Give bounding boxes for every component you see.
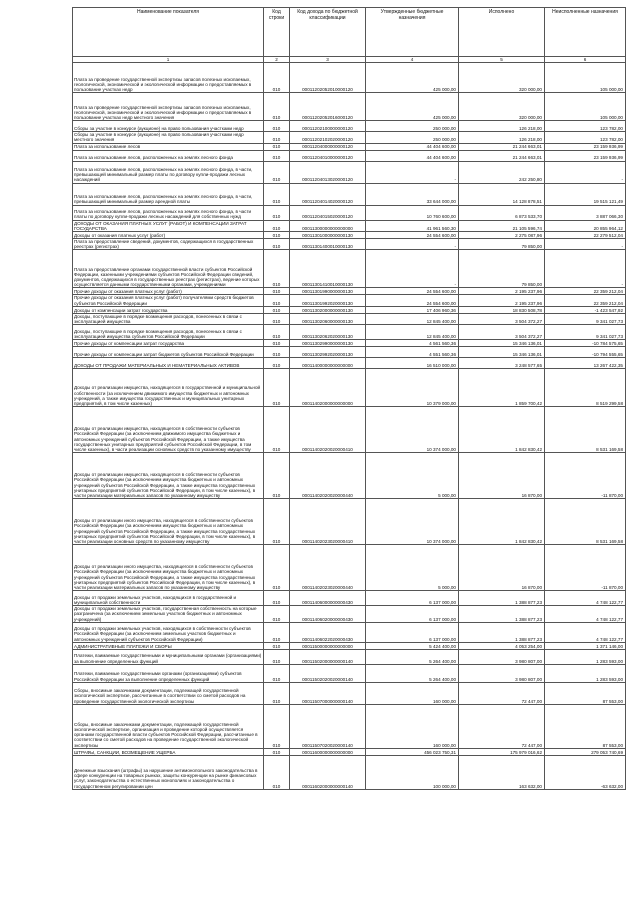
line-code-cell: 010 xyxy=(264,748,290,755)
column-index: 2 xyxy=(264,57,290,63)
table-row xyxy=(73,288,626,295)
executed-amount-cell: 2 275 087,96 xyxy=(459,232,545,239)
approved-amount-cell: 17 406 960,36 xyxy=(366,306,459,313)
line-code-cell: 010 xyxy=(264,183,290,205)
budget-code-cell: 00011500000000000000 xyxy=(290,642,366,649)
approved-amount-cell: 24 554 600,00 xyxy=(366,288,459,295)
indicator-name-cell: Доходы от реализации имущества, находящегося в собственности субъектов Российской Федерации (за исключением имущества бюджетных и автономных учреждений субъектов Российской Федерации, а также имущества государственных унитарных предприятий субъектов Российской Федерации, в том числе казенных), в части реализации материальных запасов по указанному имуществу xyxy=(73,453,264,499)
line-code-cell: 010 xyxy=(264,161,290,183)
remaining-amount-cell: -63 632,00 xyxy=(545,755,626,789)
remaining-amount-cell: -11 870,00 xyxy=(545,453,626,499)
executed-amount-cell: 2 195 237,96 xyxy=(459,295,545,306)
indicator-name-cell: ШТРАФЫ, САНКЦИИ, ВОЗМЕЩЕНИЕ УЩЕРБА xyxy=(73,748,264,755)
budget-code-cell: 00011402020020000410 xyxy=(290,407,366,453)
approved-amount-cell: 6 137 000,00 xyxy=(366,591,459,606)
remaining-amount-cell: 22 359 212,04 xyxy=(545,288,626,295)
header-remaining: Неисполненные назначения xyxy=(545,8,626,57)
line-code-cell: 010 xyxy=(264,453,290,499)
line-code-cell: 010 xyxy=(264,313,290,324)
executed-amount-cell: 72 447,00 xyxy=(459,682,545,704)
indicator-name-cell: Прочие доходы от оказания платных услуг (работ) xyxy=(73,288,264,295)
remaining-amount-cell: - xyxy=(545,250,626,288)
indicator-name-cell: Денежные взыскания (штрафы) за нарушение антимонопольного законодательства в сфере конкуренции на товарных рынках, защиты конкуренции на рынке финансовых услуг, законодательства о естественных монополиях и законодательства о государственном регулировании цен xyxy=(73,755,264,789)
indicator-name-cell: Прочие доходы от оказания платных услуг (работ) получателями средств бюджетов субъектов Российской Федерации xyxy=(73,295,264,306)
table-row xyxy=(73,325,626,340)
line-code-cell: 010 xyxy=(264,121,290,132)
indicator-name-cell: Доходы от продажи земельных участков, находящихся в государственной и муниципальной собственности xyxy=(73,591,264,606)
line-code-cell: 010 xyxy=(264,682,290,704)
approved-amount-cell: 10 374 000,00 xyxy=(366,499,459,545)
budget-code-cell: 00011301410010000130 xyxy=(290,250,366,288)
indicator-name-cell: ДОХОДЫ ОТ ПРОДАЖИ МАТЕРИАЛЬНЫХ И НЕМАТЕРИАЛЬНЫХ АКТИВОВ xyxy=(73,358,264,369)
table-row xyxy=(73,622,626,642)
budget-code-cell: 00011507000000000140 xyxy=(290,682,366,704)
table-row xyxy=(73,183,626,205)
line-code-cell: 010 xyxy=(264,358,290,369)
remaining-amount-cell: 123 782,00 xyxy=(545,121,626,132)
executed-amount-cell: 3 980 807,00 xyxy=(459,649,545,664)
executed-amount-cell: 3 980 807,00 xyxy=(459,664,545,682)
remaining-amount-cell: 87 553,00 xyxy=(545,704,626,748)
budget-code-cell: 00011302000000000130 xyxy=(290,306,366,313)
approved-amount-cell: 5 424 400,00 xyxy=(366,642,459,649)
remaining-amount-cell: 8 531 169,58 xyxy=(545,407,626,453)
budget-code-cell: 00011302992020000130 xyxy=(290,347,366,358)
column-index: 1 xyxy=(73,57,264,63)
remaining-amount-cell: 279 053 740,69 xyxy=(545,748,626,755)
executed-amount-cell: 4 053 254,00 xyxy=(459,642,545,649)
table-row xyxy=(73,220,626,231)
indicator-name-cell: Плата за проведение государственной экспертизы запасов полезных ископаемых, геологической, экономической и экологической информации о предоставляемых в пользование участках недр xyxy=(73,63,264,93)
budget-code-cell: 00011301400010000130 xyxy=(290,239,366,250)
budget-code-cell: 00011302990000000130 xyxy=(290,340,366,347)
executed-amount-cell: 16 870,00 xyxy=(459,545,545,591)
approved-amount-cell: 160 000,00 xyxy=(366,682,459,704)
executed-amount-cell: 79 850,00 xyxy=(459,250,545,288)
table-row xyxy=(73,63,626,93)
executed-amount-cell: 3 504 372,27 xyxy=(459,313,545,324)
remaining-amount-cell: -1 423 547,92 xyxy=(545,306,626,313)
indicator-name-cell: Плата за предоставление органами государственной власти субъектов Российской Федерации, казенными учреждениями субъектов Российской Федерации сведений, документов, содержащихся в государственных реестрах (регистрах), ведение которых осуществляется данными государственными органами, учреждениями xyxy=(73,250,264,288)
indicator-name-cell: Плата за использование лесов, расположенных на землях лесного фонда, в части, превышающей минимальный размер платы по договору купли-продажи лесных насаждений xyxy=(73,161,264,183)
indicator-name-cell: АДМИНИСТРАТИВНЫЕ ПЛАТЕЖИ И СБОРЫ xyxy=(73,642,264,649)
executed-amount-cell: 14 128 878,51 xyxy=(459,183,545,205)
indicator-name-cell: Платежи, взимаемые государственными органами (организациями) субъектов Российской Федерации за выполнение определенных функций xyxy=(73,664,264,682)
header-line-code: Код строки xyxy=(264,8,290,57)
line-code-cell: 010 xyxy=(264,642,290,649)
table-row xyxy=(73,306,626,313)
executed-amount-cell: 15 346 136,01 xyxy=(459,340,545,347)
table-row xyxy=(73,161,626,183)
budget-code-cell: 00011602000000000140 xyxy=(290,755,366,789)
table-row xyxy=(73,407,626,453)
header-row xyxy=(73,8,626,57)
indicator-name-cell: Доходы от оказания платных услуг (работ) xyxy=(73,232,264,239)
table-row xyxy=(73,340,626,347)
approved-amount-cell: 12 845 400,00 xyxy=(366,325,459,340)
remaining-amount-cell: 20 855 964,12 xyxy=(545,220,626,231)
budget-code-cell: 00011600000000000000 xyxy=(290,748,366,755)
approved-amount-cell: 456 023 750,31 xyxy=(366,748,459,755)
line-code-cell: 010 xyxy=(264,306,290,313)
line-code-cell: 010 xyxy=(264,232,290,239)
remaining-amount-cell: 8 531 169,58 xyxy=(545,499,626,545)
line-code-cell: 010 xyxy=(264,239,290,250)
table-row xyxy=(73,499,626,545)
table-row xyxy=(73,704,626,748)
indicator-name-cell: Доходы от продажи земельных участков, находящихся в собственности субъектов Российской Федерации (за исключением земельных участков бюджетных и автономных учреждений субъектов Российской Федерации) xyxy=(73,622,264,642)
budget-code-cell: 00011400000000000000 xyxy=(290,358,366,369)
table-row xyxy=(73,748,626,755)
approved-amount-cell: 425 000,00 xyxy=(366,93,459,121)
line-code-cell: 010 xyxy=(264,347,290,358)
executed-amount-cell: 18 830 508,78 xyxy=(459,306,545,313)
table-row xyxy=(73,642,626,649)
budget-code-cell: 00011502020020000140 xyxy=(290,664,366,682)
approved-amount-cell: 44 404 600,00 xyxy=(366,150,459,161)
table-row xyxy=(73,313,626,324)
remaining-amount-cell: 1 283 593,00 xyxy=(545,664,626,682)
table-row xyxy=(73,232,626,239)
remaining-amount-cell: 1 371 146,00 xyxy=(545,642,626,649)
approved-amount-cell: 425 000,00 xyxy=(366,63,459,93)
approved-amount-cell: 6 137 000,00 xyxy=(366,622,459,642)
executed-amount-cell: 79 850,00 xyxy=(459,239,545,250)
approved-amount-cell: - xyxy=(366,239,459,250)
line-code-cell: 010 xyxy=(264,250,290,288)
line-code-cell: 010 xyxy=(264,132,290,143)
budget-code-cell: 00011406000000000430 xyxy=(290,591,366,606)
column-index: 6 xyxy=(545,57,626,63)
indicator-name-cell: ДОХОДЫ ОТ ОКАЗАНИЯ ПЛАТНЫХ УСЛУГ (РАБОТ) И КОМПЕНСАЦИИ ЗАТРАТ ГОСУДАРСТВА xyxy=(73,220,264,231)
executed-amount-cell: 1 842 830,42 xyxy=(459,407,545,453)
budget-code-cell: 00011402023020000440 xyxy=(290,545,366,591)
approved-amount-cell: 10 379 000,00 xyxy=(366,369,459,407)
header-executed: Исполнено xyxy=(459,8,545,57)
approved-amount-cell: 10 760 600,00 xyxy=(366,205,459,220)
table-row xyxy=(73,150,626,161)
remaining-amount-cell: - xyxy=(545,239,626,250)
executed-amount-cell: 72 447,00 xyxy=(459,704,545,748)
budget-code-cell: 00011502000000000140 xyxy=(290,649,366,664)
approved-amount-cell: 12 845 400,00 xyxy=(366,313,459,324)
indicator-name-cell: Сборы, вносимые заказчиками документации, подлежащей государственной экологической экспертизе, рассчитанные в соответствии со сметой расходов на проведение государственной экологической экспертизы xyxy=(73,682,264,704)
budget-code-cell: 00011204015020000120 xyxy=(290,205,366,220)
line-code-cell: 010 xyxy=(264,407,290,453)
remaining-amount-cell: 23 159 936,99 xyxy=(545,143,626,150)
budget-code-cell: 00011406020000000430 xyxy=(290,606,366,623)
remaining-amount-cell: 9 341 027,73 xyxy=(545,313,626,324)
header-indicator-name: Наименование показателя xyxy=(73,8,264,57)
table-row xyxy=(73,239,626,250)
indicator-name-cell: Плата за использование лесов, расположенных на землях лесного фонда xyxy=(73,150,264,161)
line-code-cell: 010 xyxy=(264,499,290,545)
budget-code-cell: 00011204010000000120 xyxy=(290,150,366,161)
budget-code-cell: 00011202100000000120 xyxy=(290,121,366,132)
executed-amount-cell: 3 248 577,65 xyxy=(459,358,545,369)
budget-code-cell: 00011302060000000130 xyxy=(290,313,366,324)
executed-amount-cell: 2 195 237,96 xyxy=(459,288,545,295)
line-code-cell: 010 xyxy=(264,143,290,150)
approved-amount-cell: 5 264 400,00 xyxy=(366,649,459,664)
report-page xyxy=(72,7,625,790)
line-code-cell: 010 xyxy=(264,205,290,220)
indicator-name-cell: Сборы за участие в конкурсе (аукционе) на право пользования участками недр местного значения xyxy=(73,132,264,143)
indicator-name-cell: Прочие доходы от компенсации затрат государства xyxy=(73,340,264,347)
executed-amount-cell: 242 250,80 xyxy=(459,161,545,183)
executed-amount-cell: 320 000,00 xyxy=(459,63,545,93)
remaining-amount-cell: 87 553,00 xyxy=(545,682,626,704)
line-code-cell: 010 xyxy=(264,369,290,407)
remaining-amount-cell: 19 515 121,49 xyxy=(545,183,626,205)
executed-amount-cell: 21 244 663,01 xyxy=(459,150,545,161)
header-budget-code: Код дохода по бюджетной классификации xyxy=(290,8,366,57)
line-code-cell: 010 xyxy=(264,340,290,347)
approved-amount-cell: 24 554 600,00 xyxy=(366,295,459,306)
executed-amount-cell: 16 870,00 xyxy=(459,453,545,499)
indicator-name-cell: Доходы от реализации имущества, находящегося в государственной и муниципальной собственности (за исключением движимого имущества бюджетных и автономных учреждений, а также имущества государственных и муниципальных унитарных предприятий, в том числе казенных) xyxy=(73,369,264,407)
approved-amount-cell: 5 264 400,00 xyxy=(366,664,459,682)
executed-amount-cell: 3 504 372,27 xyxy=(459,325,545,340)
executed-amount-cell: 175 979 016,62 xyxy=(459,748,545,755)
remaining-amount-cell: 22 359 212,04 xyxy=(545,295,626,306)
table-row xyxy=(73,205,626,220)
approved-amount-cell: 6 137 000,00 xyxy=(366,606,459,623)
approved-amount-cell: 41 961 560,30 xyxy=(366,220,459,231)
indicator-name-cell: Доходы от реализации имущества, находящегося в собственности субъектов Российской Федерации (за исключением движимого имущества бюджетных и автономных учреждений субъектов Российской Федерации, а также имущества государственных унитарных предприятий субъектов Российской Федерации, в том числе казенных), в части реализации основных средств по указанному имуществу xyxy=(73,407,264,453)
line-code-cell: 010 xyxy=(264,755,290,789)
executed-amount-cell: 126 218,00 xyxy=(459,132,545,143)
approved-amount-cell: 5 000,00 xyxy=(366,545,459,591)
indicator-name-cell: Доходы, поступающие в порядке возмещения расходов, понесенных в связи с эксплуатацией имущества xyxy=(73,313,264,324)
remaining-amount-cell: 105 000,00 xyxy=(545,93,626,121)
remaining-amount-cell: 9 341 027,73 xyxy=(545,325,626,340)
remaining-amount-cell: 4 748 122,77 xyxy=(545,591,626,606)
table-row xyxy=(73,649,626,664)
line-code-cell: 010 xyxy=(264,664,290,682)
approved-amount-cell: 44 404 600,00 xyxy=(366,143,459,150)
executed-amount-cell: 21 244 663,01 xyxy=(459,143,545,150)
remaining-amount-cell: -10 794 555,65 xyxy=(545,347,626,358)
remaining-amount-cell: 8 519 299,58 xyxy=(545,369,626,407)
approved-amount-cell: - xyxy=(366,250,459,288)
indicator-name-cell: Доходы от реализации иного имущества, находящегося в собственности субъектов Российской Федерации (за исключением имущества бюджетных и автономных учреждений субъектов Российской Федерации, а также имущества государственных унитарных предприятий субъектов Российской Федерации, в том числе казенных), в части реализации основных средств по указанному имуществу xyxy=(73,499,264,545)
line-code-cell: 010 xyxy=(264,545,290,591)
executed-amount-cell: 163 632,00 xyxy=(459,755,545,789)
line-code-cell: 010 xyxy=(264,622,290,642)
column-index: 4 xyxy=(366,57,459,63)
table-row xyxy=(73,250,626,288)
remaining-amount-cell: 105 000,00 xyxy=(545,63,626,93)
remaining-amount-cell: 1 283 593,00 xyxy=(545,649,626,664)
line-code-cell: 010 xyxy=(264,325,290,340)
budget-code-cell: 00011204014020000120 xyxy=(290,183,366,205)
executed-amount-cell: 21 105 596,74 xyxy=(459,220,545,231)
table-row xyxy=(73,369,626,407)
budget-code-cell: 00011507020020000140 xyxy=(290,704,366,748)
indicator-name-cell: Плата за использование лесов xyxy=(73,143,264,150)
executed-amount-cell: 1 859 700,42 xyxy=(459,369,545,407)
indicator-name-cell: Платежи, взимаемые государственными и муниципальными органами (организациями) за выполнение определенных функций xyxy=(73,649,264,664)
budget-code-cell: 00011302062020000130 xyxy=(290,325,366,340)
executed-amount-cell: 126 218,00 xyxy=(459,121,545,132)
approved-amount-cell: 4 561 560,36 xyxy=(366,340,459,347)
line-code-cell: 010 xyxy=(264,704,290,748)
indicator-name-cell: Доходы от реализации иного имущества, находящегося в собственности субъектов Российской Федерации (за исключением имущества бюджетных и автономных учреждений субъектов Российской Федерации, а также имущества государственных унитарных предприятий субъектов Российской Федерации, в том числе казенных), в части реализации материальных запасов по указанному имуществу xyxy=(73,545,264,591)
approved-amount-cell: 160 000,00 xyxy=(366,704,459,748)
executed-amount-cell: 1 842 830,42 xyxy=(459,499,545,545)
approved-amount-cell: 10 374 000,00 xyxy=(366,407,459,453)
budget-code-cell: 00011402023020000410 xyxy=(290,499,366,545)
budget-code-cell: 00011202052010000120 xyxy=(290,63,366,93)
executed-amount-cell: 1 388 877,23 xyxy=(459,622,545,642)
indicator-name-cell: Плата за использование лесов, расположенных на землях лесного фонда, в части, превышающей минимальный размер арендной платы xyxy=(73,183,264,205)
budget-code-cell: 00011202102020000120 xyxy=(290,132,366,143)
table-row xyxy=(73,682,626,704)
budget-code-cell: 00011204013020000120 xyxy=(290,161,366,183)
remaining-amount-cell: 23 159 936,99 xyxy=(545,150,626,161)
budget-code-cell: 00011406022020000430 xyxy=(290,622,366,642)
table-row xyxy=(73,664,626,682)
table-row xyxy=(73,453,626,499)
table-row xyxy=(73,295,626,306)
remaining-amount-cell: 22 279 512,04 xyxy=(545,232,626,239)
revenue-execution-table xyxy=(72,7,626,790)
indicator-name-cell: Плата за проведение государственной экспертизы запасов полезных ископаемых, геологической, экономической и экологической информации о предоставляемых в пользование участках недр местного значения xyxy=(73,93,264,121)
header-approved: Утвержденные бюджетные назначения xyxy=(366,8,459,57)
budget-code-cell: 00011204000000000120 xyxy=(290,143,366,150)
line-code-cell: 010 xyxy=(264,591,290,606)
executed-amount-cell: 15 346 136,01 xyxy=(459,347,545,358)
budget-code-cell: 00011402020020000440 xyxy=(290,453,366,499)
line-code-cell: 010 xyxy=(264,606,290,623)
table-row xyxy=(73,358,626,369)
indicator-name-cell: Доходы от продажи земельных участков, государственная собственность на которые разграничена (за исключением земельных участков бюджетных и автономных учреждений) xyxy=(73,606,264,623)
approved-amount-cell: 24 554 600,00 xyxy=(366,232,459,239)
remaining-amount-cell: 3 887 066,30 xyxy=(545,205,626,220)
indicator-name-cell: Сборы за участие в конкурсе (аукционе) на право пользования участками недр xyxy=(73,121,264,132)
column-index: 3 xyxy=(290,57,366,63)
approved-amount-cell: 33 644 000,00 xyxy=(366,183,459,205)
approved-amount-cell: - xyxy=(366,161,459,183)
indicator-name-cell: Прочие доходы от компенсации затрат бюджетов субъектов Российской Федерации xyxy=(73,347,264,358)
line-code-cell: 010 xyxy=(264,93,290,121)
budget-code-cell: 00011301992020000130 xyxy=(290,295,366,306)
table-row xyxy=(73,755,626,789)
approved-amount-cell: 4 551 560,36 xyxy=(366,347,459,358)
indicator-name-cell: Доходы от компенсации затрат государства xyxy=(73,306,264,313)
table-row xyxy=(73,545,626,591)
indicator-name-cell: Плата за использование лесов, расположенных на землях лесного фонда, в части платы по договору купли-продажи лесных насаждений для собственных нужд xyxy=(73,205,264,220)
executed-amount-cell: 6 873 533,70 xyxy=(459,205,545,220)
remaining-amount-cell: 13 267 422,35 xyxy=(545,358,626,369)
table-row xyxy=(73,132,626,143)
budget-code-cell: 00011301990000000130 xyxy=(290,288,366,295)
executed-amount-cell: 1 388 877,23 xyxy=(459,606,545,623)
table-row xyxy=(73,347,626,358)
table-row xyxy=(73,606,626,623)
line-code-cell: 010 xyxy=(264,150,290,161)
executed-amount-cell: 1 388 877,23 xyxy=(459,591,545,606)
column-index: 5 xyxy=(459,57,545,63)
line-code-cell: 010 xyxy=(264,220,290,231)
indicator-name-cell: Доходы, поступающие в порядке возмещения расходов, понесенных в связи с эксплуатацией имущества субъектов Российской Федерации xyxy=(73,325,264,340)
table-row xyxy=(73,121,626,132)
budget-code-cell: 00011301000000000130 xyxy=(290,232,366,239)
remaining-amount-cell: - xyxy=(545,161,626,183)
remaining-amount-cell: 4 748 122,77 xyxy=(545,606,626,623)
indicator-name-cell: Плата за предоставление сведений, документов, содержащихся в государственных реестрах (регистрах) xyxy=(73,239,264,250)
remaining-amount-cell: 4 748 122,77 xyxy=(545,622,626,642)
approved-amount-cell: 5 000,00 xyxy=(366,453,459,499)
table-row xyxy=(73,591,626,606)
budget-code-cell: 00011300000000000000 xyxy=(290,220,366,231)
table-row xyxy=(73,93,626,121)
line-code-cell: 010 xyxy=(264,295,290,306)
indicator-name-cell: Сборы, вносимые заказчиками документации, подлежащей государственной экологической экспертизе, организация и проведение которой осуществляется органами государственной власти субъектов Российской Федерации, рассчитанные в соответствии со сметой расходов на проведение государственной экологической экспертизы xyxy=(73,704,264,748)
approved-amount-cell: 250 000,00 xyxy=(366,132,459,143)
line-code-cell: 010 xyxy=(264,649,290,664)
budget-code-cell: 00011402000000000000 xyxy=(290,369,366,407)
line-code-cell: 010 xyxy=(264,288,290,295)
line-code-cell: 010 xyxy=(264,63,290,93)
remaining-amount-cell: 123 782,00 xyxy=(545,132,626,143)
table-body xyxy=(73,63,626,790)
budget-code-cell: 00011202052016000120 xyxy=(290,93,366,121)
table-row xyxy=(73,143,626,150)
approved-amount-cell: 250 000,00 xyxy=(366,121,459,132)
remaining-amount-cell: -11 870,00 xyxy=(545,545,626,591)
executed-amount-cell: 320 000,00 xyxy=(459,93,545,121)
remaining-amount-cell: -10 784 575,65 xyxy=(545,340,626,347)
approved-amount-cell: 100 000,00 xyxy=(366,755,459,789)
approved-amount-cell: 16 510 000,00 xyxy=(366,358,459,369)
